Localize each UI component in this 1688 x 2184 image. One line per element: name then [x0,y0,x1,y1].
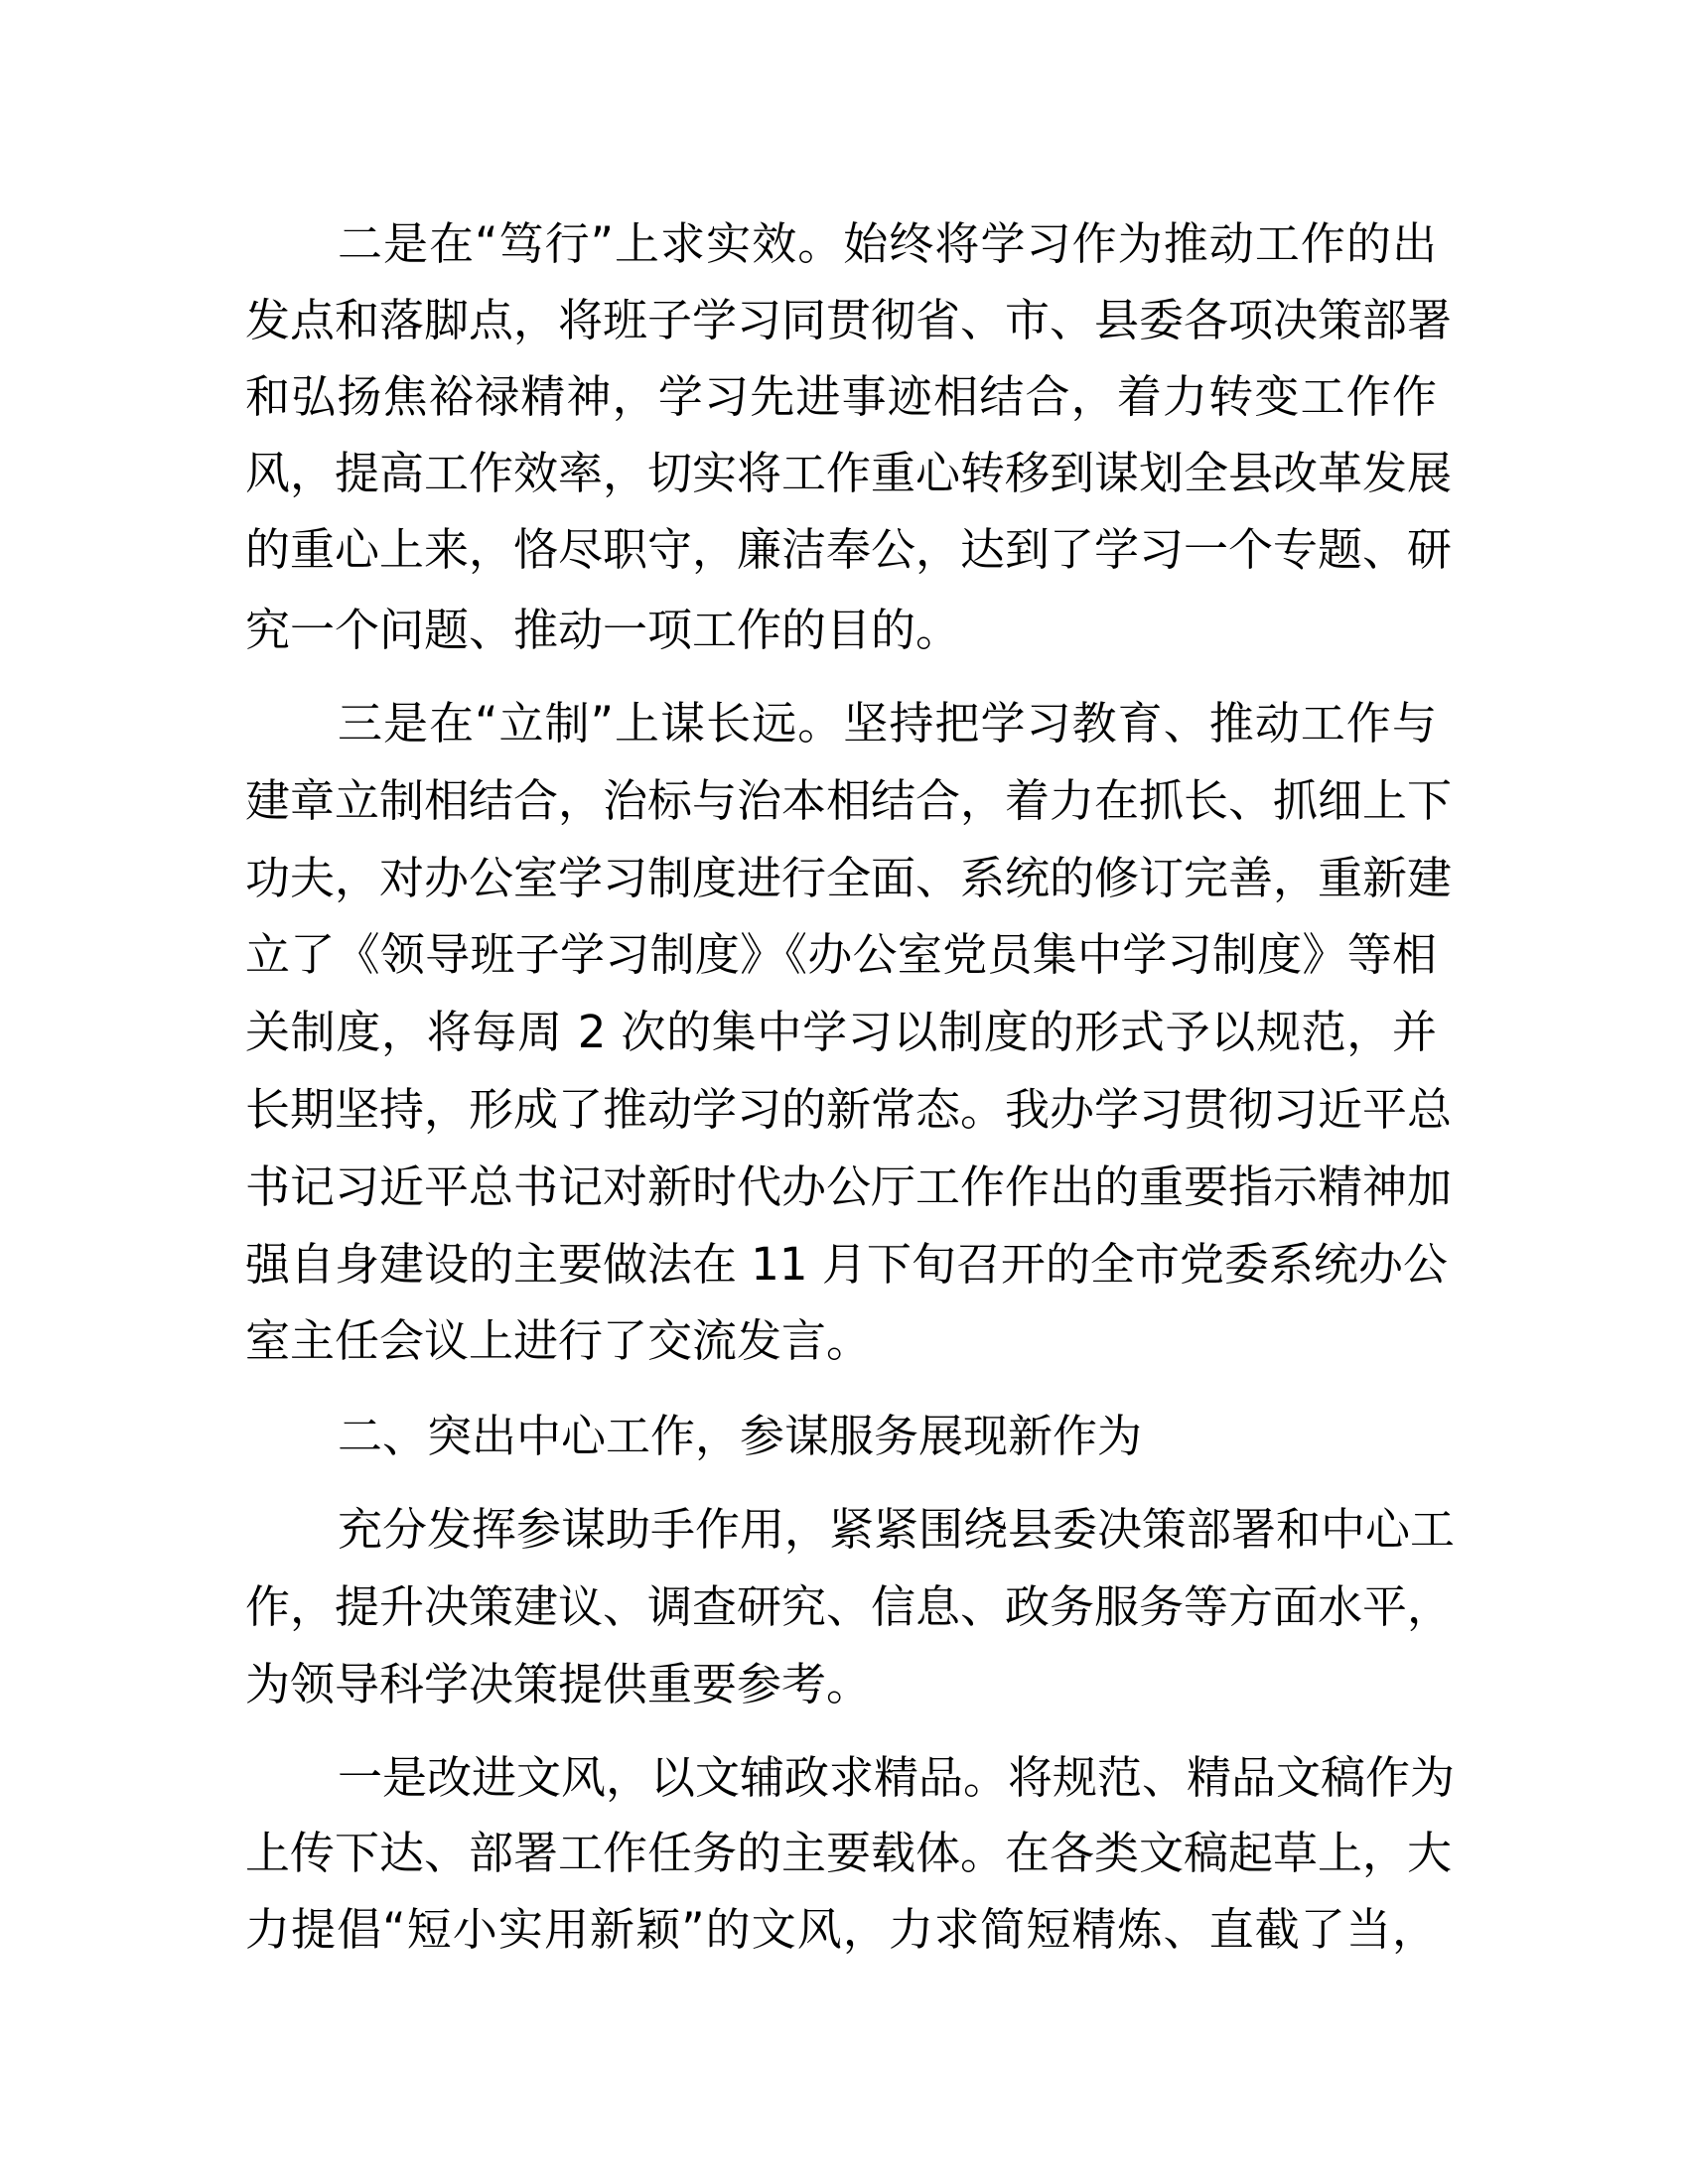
text-line: 关制度，将每周 2 次的集中学习以制度的形式予以规范，并 [245,1006,1437,1058]
text-line: 书记习近平总书记对新时代办公厅工作作出的重要指示精神加 [245,1160,1453,1213]
text-line: 室主任会议上进行了交流发言。 [245,1314,872,1367]
text-line: 功夫，对办公室学习制度进行全面、系统的修订完善，重新建 [245,852,1453,904]
text-line: 长期坚持，形成了推动学习的新常态。我办学习贯彻习近平总 [245,1083,1453,1136]
text-line: 的重心上来，恪尽职守，廉洁奉公，达到了学习一个专题、研 [245,523,1453,576]
text-line: 三是在“立制”上谋长远。坚持把学习教育、推动工作与 [338,697,1437,750]
text-line: 二是在“笃行”上求实效。始终将学习作为推动工作的出 [338,217,1437,270]
text-line: 一是改进文风，以文辅政求精品。将规范、精品文稿作为 [338,1751,1456,1804]
heading-text: 二、突出中心工作，参谋服务展现新作为 [338,1410,1143,1462]
text-line: 究一个问题、推动一项工作的目的。 [245,604,961,656]
text-line: 立了《领导班子学习制度》《办公室党员集中学习制度》等相 [245,928,1437,981]
text-line: 作，提升决策建议、调查研究、信息、政务服务等方面水平， [245,1580,1453,1633]
text-line: 风，提高工作效率，切实将工作重心转移到谋划全县改革发展 [245,447,1453,499]
text-line: 强自身建设的主要做法在 11 月下旬召开的全市党委系统办公 [245,1238,1448,1291]
text-line: 为领导科学决策提供重要参考。 [245,1658,872,1710]
text-line: 力提倡“短小实用新颖”的文风，力求简短精炼、直截了当， [245,1903,1437,1956]
text-line: 发点和落脚点，将班子学习同贯彻省、市、县委各项决策部署 [245,294,1453,346]
text-line: 建章立制相结合，治标与治本相结合，着力在抓长、抓细上下 [245,774,1453,827]
text-line: 和弘扬焦裕禄精神，学习先进事迹相结合，着力转变工作作 [245,370,1437,423]
text-line: 上传下达、部署工作任务的主要载体。在各类文稿起草上，大 [245,1827,1453,1879]
text-line: 充分发挥参谋助手作用，紧紧围绕县委决策部署和中心工 [338,1503,1456,1556]
